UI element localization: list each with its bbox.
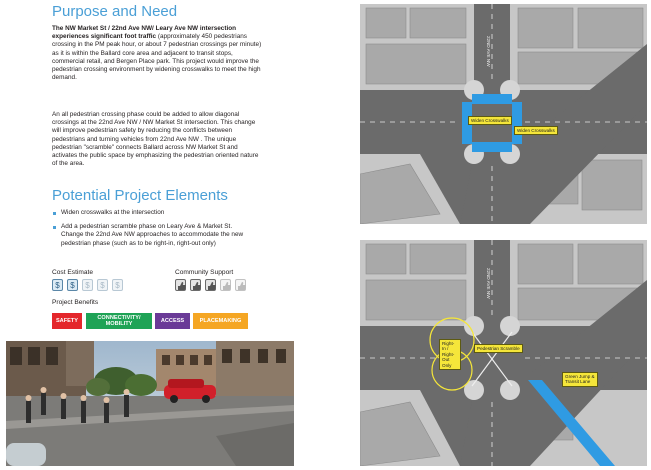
dollar-icon: $	[82, 279, 93, 291]
project-benefits-label: Project Benefits	[52, 299, 99, 306]
dollar-icon: $	[97, 279, 108, 291]
benefit-badge-safety: SAFETY	[52, 313, 82, 329]
thumbs-up-icon	[205, 279, 216, 291]
cost-estimate-label: Cost Estimate	[52, 269, 94, 276]
community-support-label: Community Support	[175, 269, 234, 276]
thumbs-up-icon	[235, 279, 246, 291]
elements-bullet: Widen crosswalks at the intersection	[52, 209, 252, 217]
street-label-22nd-ave: 22ND AVE NW	[486, 36, 491, 67]
dollar-icon: $	[67, 279, 78, 291]
map-existing-intersection	[360, 4, 647, 224]
dollar-icon: $	[52, 279, 63, 291]
benefit-badge-access: ACCESS	[155, 313, 190, 329]
thumbs-up-icon	[190, 279, 201, 291]
purpose-lead-bold: The NW Market St / 22nd Ave NW/ Leary Ave NW intersection experiences significant foot traffic	[52, 25, 237, 41]
cost-estimate-rating	[52, 279, 132, 293]
map-proposed-intersection	[360, 240, 647, 466]
street-label-22nd-ave: 22ND AVE NW	[486, 268, 491, 299]
community-support-rating	[175, 279, 255, 293]
callout-widen-crosswalks: Widen Crosswalks	[468, 116, 512, 125]
street-photo	[6, 341, 294, 466]
benefit-badge-placemaking: PLACEMAKING	[193, 313, 248, 329]
thumbs-up-icon	[175, 279, 186, 291]
purpose-heading: Purpose and Need	[52, 3, 178, 20]
purpose-paragraph-2: An all pedestrian crossing phase could be added to allow diagonal crossings at the 22nd Ave NW / NW Market St intersection. This change will improve pedestrian safety by reducing the conflicts between pedestrians and turning vehicles from 22nd Ave NW . The unique pedestrian "scramble" connects Ballard across NW Market St and activates the public space by emphasizing the pedestrian oriented nature of the area.	[52, 111, 259, 168]
thumbs-up-icon	[220, 279, 231, 291]
purpose-lead-rest: (approximately 450 pedestrians crossing in the PM peak hour, or about 7 pedestrian crossings per minute) as it is within the Ballard core area and adjacent to transit stops, commercial retail, and Bergen Place park. This project would improve the pedestrian crossing environment by widening crosswalks to meet the high demand.	[52, 33, 262, 82]
callout-green-jump-transit-lane: Green Jump & Transit Lane	[562, 372, 598, 387]
elements-heading: Potential Project Elements	[52, 187, 228, 204]
dollar-icon: $	[112, 279, 123, 291]
elements-bullet: Add a pedestrian scramble phase on Leary Ave & Market St. Change the 22nd Ave NW approaches to accommodate the new pedestrian phase (such as to be right-in, right-out only)	[52, 223, 252, 248]
purpose-paragraph-1	[52, 25, 264, 82]
elements-list	[52, 209, 252, 254]
callout-right-in-right-out: Right-In / Right-Out Only	[439, 339, 461, 370]
benefit-badge-connectivity: CONNECTIVITY/ MOBILITY	[86, 313, 152, 329]
callout-widen-crosswalks: Widen Crosswalks	[514, 126, 558, 135]
callout-pedestrian-scramble: Pedestrian Scramble	[474, 344, 523, 353]
